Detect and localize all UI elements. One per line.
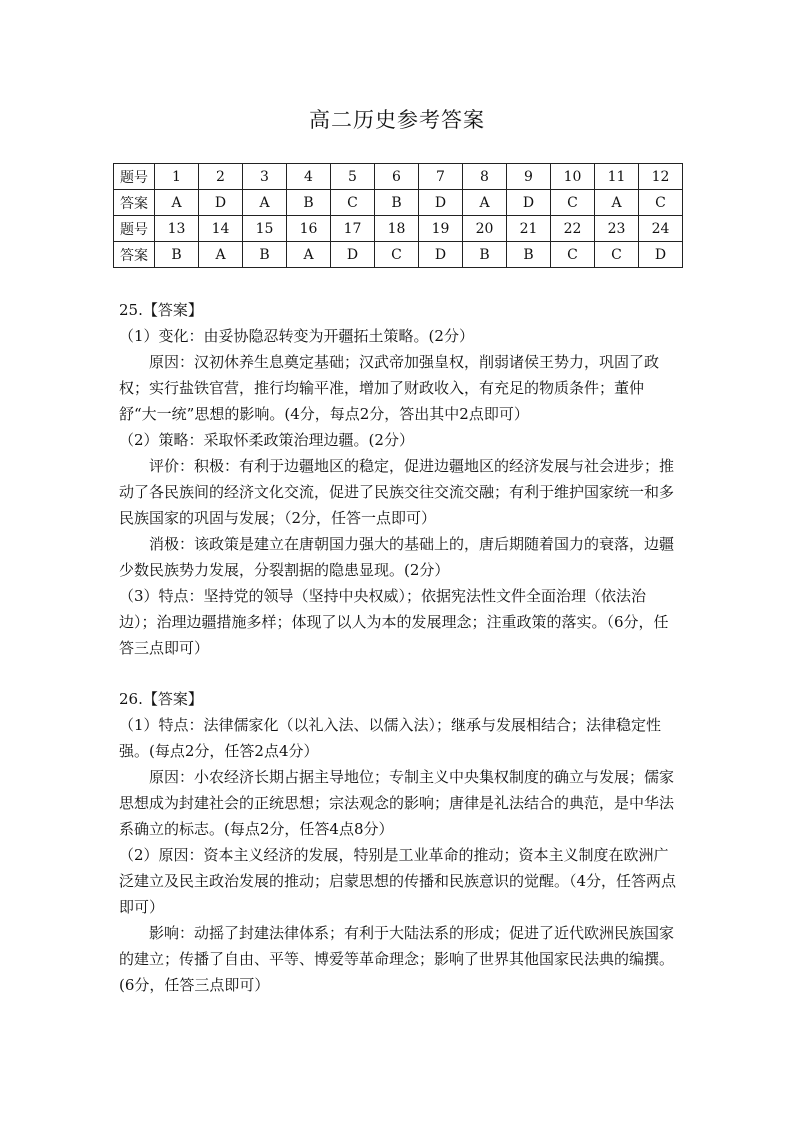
table-cell: 1 xyxy=(155,164,199,190)
table-cell: 6 xyxy=(375,164,419,190)
table-cell: C xyxy=(375,242,419,268)
table-cell: 16 xyxy=(287,216,331,242)
table-cell: 23 xyxy=(595,216,639,242)
q25-part2-strategy: （2）策略：采取怀柔政策治理边疆。(2分） xyxy=(119,431,414,449)
table-cell: D xyxy=(639,242,683,268)
table-cell: 3 xyxy=(243,164,287,190)
table-cell: 7 xyxy=(419,164,463,190)
table-cell: B xyxy=(507,242,551,268)
table-cell: 11 xyxy=(595,164,639,190)
row-header-cell: 答案 xyxy=(114,242,155,268)
table-cell: D xyxy=(419,242,463,268)
table-cell: B xyxy=(155,242,199,268)
answer-table xyxy=(113,163,683,268)
table-cell: 19 xyxy=(419,216,463,242)
table-cell: 4 xyxy=(287,164,331,190)
question-26-answer xyxy=(119,686,681,998)
table-cell: 9 xyxy=(507,164,551,190)
q25-part1-change: （1）变化：由妥协隐忍转变为开疆拓土策略。(2分） xyxy=(119,327,474,345)
table-cell: 21 xyxy=(507,216,551,242)
table-cell: C xyxy=(551,242,595,268)
table-cell: 15 xyxy=(243,216,287,242)
table-cell: D xyxy=(331,242,375,268)
table-cell: 17 xyxy=(331,216,375,242)
table-cell: C xyxy=(551,190,595,216)
table-cell: C xyxy=(331,190,375,216)
table-cell: B xyxy=(243,242,287,268)
q26-part1-reason: 原因：小农经济长期占据主导地位；专制主义中央集权制度的确立与发展；儒家思想成为封建社会的正统思想；宗法观念的影响；唐律是礼法结合的典范，是中华法系确立的标志。(每点2分，任答4点8分） xyxy=(119,768,675,838)
table-row xyxy=(114,216,683,242)
table-cell: 10 xyxy=(551,164,595,190)
table-cell: 8 xyxy=(463,164,507,190)
row-header-cell: 题号 xyxy=(114,164,155,190)
table-cell: 2 xyxy=(199,164,243,190)
q25-part1-reason: 原因：汉初休养生息奠定基础；汉武帝加强皇权，削弱诸侯王势力，巩固了政权；实行盐铁官营，推行均输平准，增加了财政收入，有充足的物质条件；董仲舒“大一统”思想的影响。(4分，每点2分，答出其中2点即可） xyxy=(119,353,660,423)
table-cell: D xyxy=(199,190,243,216)
table-cell: A xyxy=(595,190,639,216)
table-cell: 13 xyxy=(155,216,199,242)
q26-part1-features: （1）特点：法律儒家化（以礼入法、以儒入法）；继承与发展相结合；法律稳定性强。(每点2分，任答2点4分） xyxy=(119,716,662,760)
table-cell: A xyxy=(463,190,507,216)
table-cell: D xyxy=(419,190,463,216)
table-cell: B xyxy=(287,190,331,216)
q26-part2-impact: 影响：动摇了封建法律体系；有利于大陆法系的形成；促进了近代欧洲民族国家的建立；传播了自由、平等、博爱等革命理念；影响了世界其他国家民法典的编撰。(6分，任答三点即可） xyxy=(119,924,675,994)
table-cell: B xyxy=(375,190,419,216)
table-cell: A xyxy=(287,242,331,268)
q25-heading: 25.【答案】 xyxy=(119,301,203,319)
table-cell: 14 xyxy=(199,216,243,242)
q26-part2-reason: （2）原因：资本主义经济的发展，特别是工业革命的推动；资本主义制度在欧洲广泛建立及民主政治发展的推动；启蒙思想的传播和民族意识的觉醒。（4分，任答两点即可） xyxy=(119,846,677,916)
table-cell: 24 xyxy=(639,216,683,242)
table-cell: D xyxy=(507,190,551,216)
q25-part2-evaluation-negative: 消极：该政策是建立在唐朝国力强大的基础上的，唐后期随着国力的衰落，边疆少数民族势力发展，分裂割据的隐患显现。(2分） xyxy=(119,535,675,579)
table-cell: 12 xyxy=(639,164,683,190)
table-cell: 5 xyxy=(331,164,375,190)
table-cell: A xyxy=(243,190,287,216)
row-header-cell: 题号 xyxy=(114,216,155,242)
table-cell: B xyxy=(463,242,507,268)
table-cell: 18 xyxy=(375,216,419,242)
table-cell: C xyxy=(595,242,639,268)
q25-part2-evaluation-positive: 评价：积极：有利于边疆地区的稳定，促进边疆地区的经济发展与社会进步；推动了各民族间的经济文化交流，促进了民族交往交流交融；有利于维护国家统一和多民族国家的巩固与发展；（2分，任答一点即可） xyxy=(119,457,675,527)
table-cell: A xyxy=(155,190,199,216)
row-header-cell: 答案 xyxy=(114,190,155,216)
page-title: 高二历史参考答案 xyxy=(309,108,485,132)
q25-part3-features: （3）特点：坚持党的领导（坚持中央权威）；依据宪法性文件全面治理（依法治边）；治理边疆措施多样；体现了以人为本的发展理念；注重政策的落实。（6分，任答三点即可） xyxy=(119,587,669,657)
table-cell: 22 xyxy=(551,216,595,242)
table-row xyxy=(114,190,683,216)
table-cell: A xyxy=(199,242,243,268)
question-25-answer xyxy=(119,297,681,661)
table-cell: C xyxy=(639,190,683,216)
table-row xyxy=(114,164,683,190)
q26-heading: 26.【答案】 xyxy=(119,690,203,708)
table-row xyxy=(114,242,683,268)
table-cell: 20 xyxy=(463,216,507,242)
